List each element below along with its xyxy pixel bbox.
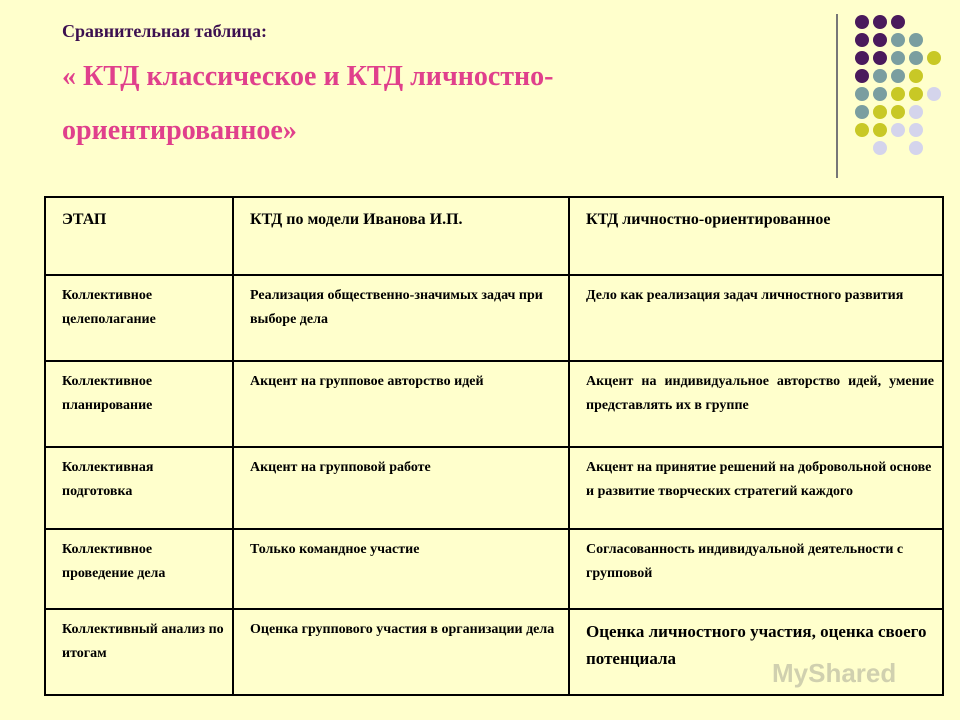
- decorative-dot: [855, 15, 869, 29]
- decorative-dot: [873, 69, 887, 83]
- title-line-2: « КТД классическое и КТД личностно-ориентированное»: [62, 61, 554, 146]
- decorative-dot: [909, 33, 923, 47]
- decorative-dot: [873, 15, 887, 29]
- decorative-dot: [855, 87, 869, 101]
- decorative-dot: [873, 33, 887, 47]
- decorative-dot: [891, 87, 905, 101]
- decorative-dot: [891, 51, 905, 65]
- decorative-dot: [855, 33, 869, 47]
- decorative-dot: [891, 15, 905, 29]
- cell-personal: Оценка личностного участия, оценка своего потенциала: [569, 609, 943, 695]
- decorative-dot: [909, 123, 923, 137]
- header-stage: ЭТАП: [45, 197, 233, 275]
- cell-classic: Оценка группового участия в организации дела: [233, 609, 569, 695]
- decorative-dot: [909, 51, 923, 65]
- comparison-table: [44, 196, 944, 696]
- decorative-vertical-line: [836, 14, 838, 178]
- decorative-dot: [909, 141, 923, 155]
- decorative-dot: [891, 33, 905, 47]
- decorative-dot: [873, 141, 887, 155]
- header-classic: КТД по модели Иванова И.П.: [233, 197, 569, 275]
- cell-personal: Согласованность индивидуальной деятельности с групповой: [569, 529, 943, 609]
- decorative-dot: [909, 105, 923, 119]
- decorative-dot: [873, 87, 887, 101]
- decorative-dot: [891, 105, 905, 119]
- watermark-logo: MyShared: [772, 658, 897, 688]
- decorative-dot: [891, 69, 905, 83]
- decorative-dot: [855, 69, 869, 83]
- table-row: [45, 275, 943, 361]
- cell-stage: Коллективная подготовка: [45, 447, 233, 529]
- cell-classic: Реализация общественно-значимых задач при выборе дела: [233, 275, 569, 361]
- cell-personal: Акцент на принятие решений на добровольной основе и развитие творческих стратегий каждого: [569, 447, 943, 529]
- slide-title: [62, 18, 762, 158]
- table-row: [45, 447, 943, 529]
- cell-stage: Коллективное проведение дела: [45, 529, 233, 609]
- decorative-dot: [909, 87, 923, 101]
- table-row: [45, 529, 943, 609]
- table-header-row: [45, 197, 943, 275]
- decorative-dot: [927, 51, 941, 65]
- decorative-dot: [855, 105, 869, 119]
- title-line-1: Сравнительная таблица:: [62, 21, 267, 41]
- cell-classic: Акцент на групповое авторство идей: [233, 361, 569, 447]
- decorative-dot: [927, 87, 941, 101]
- cell-stage: Коллективное целеполагание: [45, 275, 233, 361]
- decorative-dot: [873, 123, 887, 137]
- decorative-dot: [873, 105, 887, 119]
- header-personal: КТД личностно-ориентированное: [569, 197, 943, 275]
- cell-classic: Акцент на групповой работе: [233, 447, 569, 529]
- decorative-dot: [855, 51, 869, 65]
- decorative-dot: [891, 123, 905, 137]
- cell-stage: Коллективный анализ по итогам: [45, 609, 233, 695]
- cell-personal: Акцент на индивидуальное авторство идей, умение представлять их в группе: [569, 361, 943, 447]
- decorative-dot: [873, 51, 887, 65]
- cell-personal: Дело как реализация задач личностного развития: [569, 275, 943, 361]
- decorative-dot: [855, 123, 869, 137]
- cell-stage: Коллективное планирование: [45, 361, 233, 447]
- table-row: [45, 361, 943, 447]
- cell-classic: Только командное участие: [233, 529, 569, 609]
- decorative-dot: [909, 69, 923, 83]
